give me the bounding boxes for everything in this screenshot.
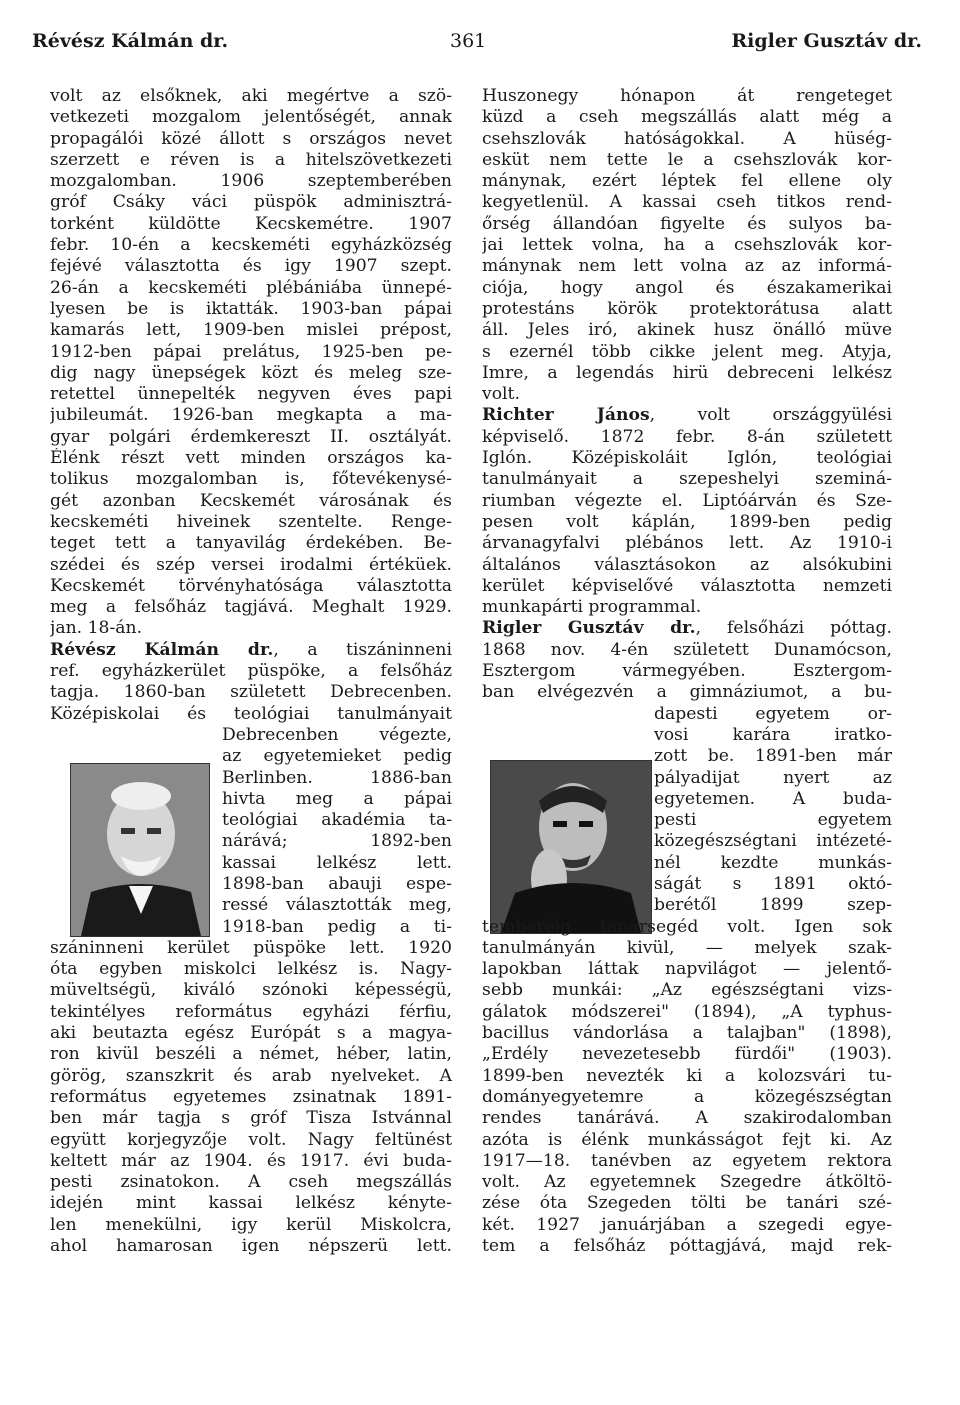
text-line: jan. 18-án. <box>50 618 143 639</box>
text-line: 1912-ben pápai prelátus, 1925-ben pe- <box>50 341 452 362</box>
text-line: teget tett a tanyavilág érdekében. Be- <box>50 533 452 554</box>
right-text-block-1 <box>482 86 892 405</box>
text-line: Berlinben. 1886-ban <box>222 767 452 788</box>
text-line: aki beutazta egész Európát s a magya- <box>50 1023 452 1044</box>
text-line: az egyetemieket pedig <box>222 746 452 767</box>
text-line: ban elvégezvén a gimnáziumot, a bu- <box>482 682 892 703</box>
text-line: temberéig tanársegéd volt. Igen sok <box>482 916 892 937</box>
text-line: Esztergom vármegyében. Esztergom- <box>482 661 892 682</box>
text-line: retettel ünnepelték negyven éves papi <box>50 384 452 405</box>
richter-name: Richter János <box>482 405 650 426</box>
text-line: kegyetlenül. A kassai cseh titkos rend- <box>482 192 892 213</box>
rigler-name: Rigler Gusztáv dr. <box>482 618 696 639</box>
text-line: vosi karára iratko- <box>654 724 892 745</box>
richter-heading-rest: , volt országgyülési <box>649 405 892 426</box>
text-line: tem a felsőház póttagjává, majd rek- <box>482 1236 892 1257</box>
text-line: óta egyben miskolci lelkész is. Nagy- <box>50 959 452 980</box>
text-line: 1918-ban pedig a ti- <box>222 916 452 937</box>
text-line: száninneni kerület püspöke lett. 1920 <box>50 937 452 958</box>
text-line: keltett már az 1904. és 1917. évi buda- <box>50 1150 452 1171</box>
text-line: Imre, a legendás hirü debreceni lelkész <box>482 362 892 383</box>
text-line: küzd a cseh megszállás alatt még a <box>482 107 892 128</box>
text-line: Középiskolai és teológiai tanulmányait <box>50 703 452 724</box>
text-line: febr. 10-én a kecskeméti egyházközség <box>50 235 452 256</box>
text-line: müveltségü, kiváló szónoki képességü, <box>50 980 452 1001</box>
text-line: közegészségtani intézeté- <box>654 831 892 852</box>
left-column <box>50 86 452 1257</box>
text-line: pesti zsinatokon. A cseh megszállás <box>50 1172 452 1193</box>
text-line: mánynak, ezért léptek fel ellene oly <box>482 171 892 192</box>
text-line: vetkezeti mozgalom jelentőségét, annak <box>50 107 452 128</box>
text-line: protestáns körök protektorátusa alatt <box>482 298 892 319</box>
right-wrapped-text <box>482 704 892 917</box>
left-text-block-2 <box>50 661 452 725</box>
text-line: torként küldötte Kecskemétre. 1907 <box>50 213 452 234</box>
text-line: dig nagy ünepségek közt és meleg sze- <box>50 362 452 383</box>
revesz-name: Révész Kálmán dr. <box>50 639 274 660</box>
text-line: Iglón. Középiskoláit Iglón, teológiai <box>482 448 892 469</box>
text-line: gróf Csáky váci püspök adminisztrá- <box>50 192 452 213</box>
text-line: gyar polgári érdemkereszt II. osztályát. <box>50 426 452 447</box>
text-line: őrség állandóan figyelte és sulyos ba- <box>482 213 892 234</box>
text-line: idején mint kassai lelkész kényte- <box>50 1193 452 1214</box>
text-line: gálatok módszerei" (1894), „A typhus- <box>482 1001 892 1022</box>
revesz-heading-line <box>50 640 452 661</box>
right-text-block-4 <box>482 917 892 1258</box>
text-line: csehszlovák hatóságokkal. A hüség- <box>482 128 892 149</box>
text-line: képviselő. 1872 febr. 8-án született <box>482 426 892 447</box>
text-line: mánynak nem lett volna az az informá- <box>482 256 892 277</box>
text-line: ságát s 1891 októ- <box>654 873 892 894</box>
text-line: bacillus vándorlása a talajban" (1898), <box>482 1023 892 1044</box>
text-line: volt. <box>482 384 520 405</box>
text-line: rendes tanárává. A szakirodalomban <box>482 1108 892 1129</box>
left-text-block-1 <box>50 86 452 640</box>
text-line: kerület képviselővé választotta nemzeti <box>482 575 892 596</box>
text-line: dományegyetemre a közegészségtan <box>482 1086 892 1107</box>
text-line: 1898-ban abauji espe- <box>222 873 452 894</box>
text-line: Debrecenben végezte, <box>222 724 452 745</box>
text-line: munkapárti programmal. <box>482 597 702 618</box>
text-line: nél kezdte munkás- <box>654 852 892 873</box>
portrait-revesz <box>70 763 210 937</box>
left-text-block-3 <box>50 938 452 1257</box>
text-line: ron kivül beszéli a német, héber, latin, <box>50 1044 452 1065</box>
text-line: szédei és szép versei irodalmi értéküek. <box>50 554 452 575</box>
text-line: kamarás lett, 1909-ben mislei prépost, <box>50 320 452 341</box>
text-line: tanulmányait a szepeshelyi szeminá- <box>482 469 892 490</box>
header-right-name: Rigler Gusztáv dr. <box>731 30 922 52</box>
header-left-name: Révész Kálmán dr. <box>32 30 229 52</box>
text-line: ref. egyházkerület püspöke, a felsőház <box>50 661 452 682</box>
text-line: sebb munkái: „Az egészségtani vizs- <box>482 980 892 1001</box>
text-line: görög, szanszkrit és arab nyelveket. A <box>50 1065 452 1086</box>
text-line: ressé választották meg, <box>222 895 452 916</box>
text-line: berétől 1899 szep- <box>654 895 892 916</box>
text-line: 1899-ben nevezték ki a kolozsvári tu- <box>482 1065 892 1086</box>
text-line: tanulmányán kivül, — melyek szak- <box>482 937 892 958</box>
text-line: ahol hamarosan igen népszerü lett. <box>50 1236 452 1257</box>
text-line: ben már tagja s gróf Tisza Istvánnal <box>50 1108 452 1129</box>
right-text-block-3 <box>482 640 892 704</box>
text-line: Élénk részt vett minden országos ka- <box>50 448 452 469</box>
text-line: egyetemen. A buda- <box>654 788 892 809</box>
text-line: Huszonegy hónapon át rengeteget <box>482 86 892 106</box>
text-line: jai lettek volna, ha a csehszlovák kor- <box>482 235 892 256</box>
text-line: református egyetemes zsinatnak 1891- <box>50 1086 452 1107</box>
right-text-block-2 <box>482 427 892 619</box>
text-line: mozgalomban. 1906 szeptemberében <box>50 171 452 192</box>
page-number: 361 <box>450 30 487 52</box>
text-line: szerzett e réven is a hitelszövetkezeti <box>50 149 452 170</box>
text-line: lyesen be is iktatták. 1903-ban pápai <box>50 298 452 319</box>
text-line: 26-án a kecskeméti plébániába ünnepé- <box>50 277 452 298</box>
text-line: fejévé választotta és igy 1907 szept. <box>50 256 452 277</box>
rigler-heading-line <box>482 618 892 639</box>
revesz-heading-rest: , a tiszáninneni <box>273 639 452 660</box>
rigler-heading-rest: , felsőházi póttag. <box>695 618 892 639</box>
portrait-revesz-image <box>71 764 209 936</box>
text-line: nárává; 1892-ben <box>222 831 452 852</box>
text-line: árvanagyfalvi plébános lett. Az 1910-i <box>482 533 892 554</box>
text-line: azóta is élénk munkásságot fejt ki. Az <box>482 1129 892 1150</box>
text-line: két. 1927 januárjában a szegedi egye- <box>482 1214 892 1235</box>
text-line: pályadijat nyert az <box>654 767 892 788</box>
text-line: propagálói közé állott s országos nevet <box>50 128 452 149</box>
text-line: s ezernél több cikke jelent meg. Atyja, <box>482 341 892 362</box>
text-line: általános választásokon az alsókubini <box>482 554 892 575</box>
text-line: dapesti egyetem or- <box>654 703 892 724</box>
text-line: ciója, hogy angol és északamerikai <box>482 277 892 298</box>
page-header <box>32 30 922 60</box>
text-line: zése óta Szegeden tölti be tanári szé- <box>482 1193 892 1214</box>
text-line: tolikus mozgalomban is, főtevékenysé- <box>50 469 452 490</box>
text-line: len menekülni, igy kerül Miskolcra, <box>50 1214 452 1235</box>
right-column <box>482 86 892 1257</box>
text-line: esküt nem tette le a csehszlovák kor- <box>482 149 892 170</box>
text-line: pesti egyetem <box>654 810 892 831</box>
text-line: áll. Jeles iró, akinek husz önálló müve <box>482 320 892 341</box>
text-line: 1917—18. tanévben az egyetem rektora <box>482 1150 892 1171</box>
text-line: teológiai akadémia ta- <box>222 810 452 831</box>
text-line: jubileumát. 1926-ban megkapta a ma- <box>50 405 452 426</box>
text-line: hivta meg a pápai <box>222 788 452 809</box>
text-line: kassai lelkész lett. <box>222 852 452 873</box>
text-line: 1868 nov. 4-én született Dunamócson, <box>482 639 892 660</box>
text-line: Kecskemét törvényhatósága választotta <box>50 575 452 596</box>
text-line: lapokban láttak napvilágot — jelentő- <box>482 959 892 980</box>
text-line: pesen volt káplán, 1899-ben pedig <box>482 511 892 532</box>
text-line: zott be. 1891-ben már <box>654 746 892 767</box>
richter-heading-line <box>482 405 892 426</box>
text-line: kecskeméti hiveinek szentelte. Renge- <box>50 511 452 532</box>
text-line: gét azonban Kecskemét városának és <box>50 490 452 511</box>
text-line: meg a felsőház tagjává. Meghalt 1929. <box>50 597 452 618</box>
text-line: tagja. 1860-ban született Debrecenben. <box>50 682 452 703</box>
text-line: volt. Az egyetemnek Szegedre átköltö- <box>482 1172 892 1193</box>
text-line: tekintélyes református egyházi férfiu, <box>50 1001 452 1022</box>
text-line: „Erdély nevezetesebb fürdői" (1903). <box>482 1044 892 1065</box>
text-line: riumban végezte el. Liptóárván és Sze- <box>482 490 892 511</box>
text-line: volt az elsőknek, aki megértve a szö- <box>50 86 452 106</box>
text-line: együtt korjegyzője volt. Nagy feltünést <box>50 1129 452 1150</box>
